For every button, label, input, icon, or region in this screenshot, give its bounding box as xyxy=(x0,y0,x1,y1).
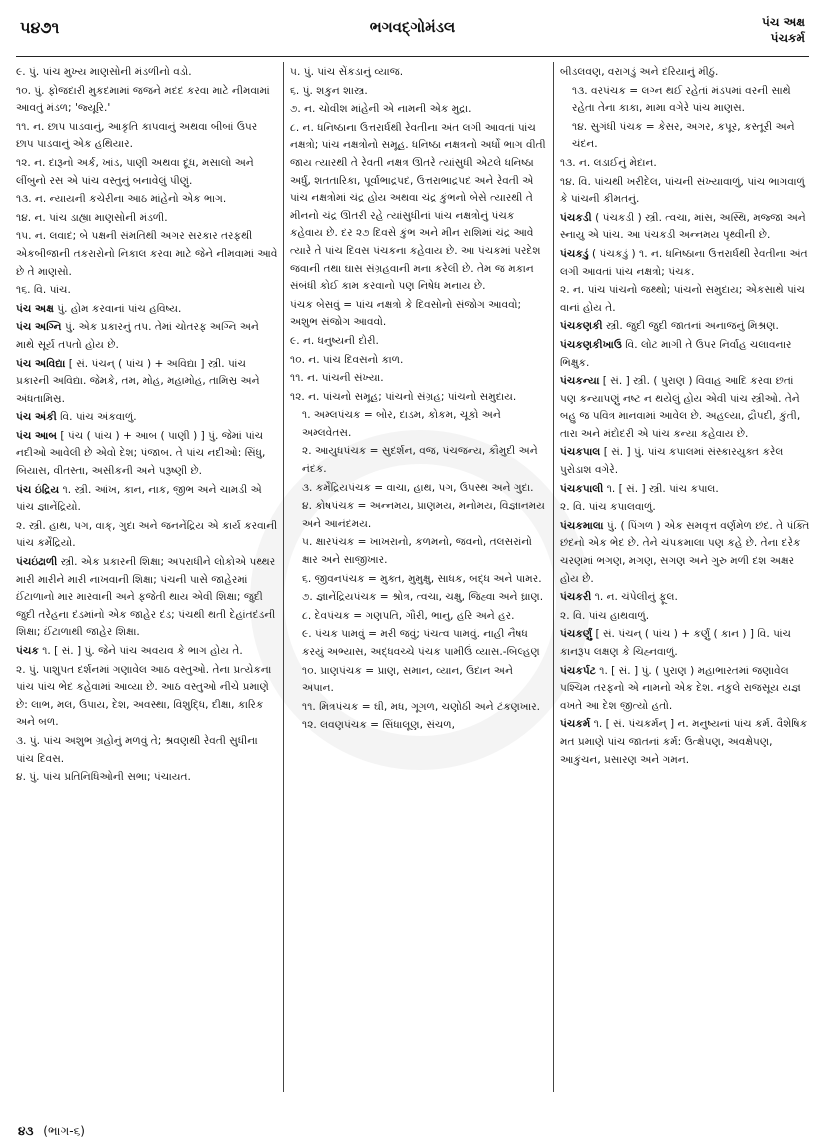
entry-text: ૮. દેવપંચક = ગણપતિ, ગૌરી, ભાનુ, હરિ અને હર. xyxy=(302,609,515,622)
dictionary-entry xyxy=(290,608,546,626)
entry-text: ૩. પું. પાંચ અશુભ ગ્રહોનું મળવું તે; શ્રવણથી રેવતી સુધીના પાંચ દિવસ. xyxy=(16,734,258,765)
column-divider xyxy=(553,62,554,1092)
dictionary-entry xyxy=(560,64,812,82)
entry-text: વિ. પાંચ અંકવાળું. xyxy=(60,411,137,424)
dictionary-entry xyxy=(16,119,278,154)
dictionary-entry xyxy=(290,333,546,351)
entry-text: સ્ત્રી. એક પ્રકારની શિક્ષા; અપરાધીને લોકોએ પથ્થર મારી મારીને મારી નાખવાની શિક્ષા; પંચની પાસે જાહેરમાં ઈંટાળાનો માર મારવાની અને ફજેતી થાય એવી શિક્ષા; જુદી જુદી તરેહના દંડમાંનો એક જાહેર દંડ; પંચથી થતી દેહાંતદંડની શિક્ષા; ઈંટાળાથી જાહેર શિક્ષા. xyxy=(16,556,276,639)
guide-words xyxy=(762,14,805,46)
entry-text: ૧૩. ન. ન્યાયની કચેરીના આઠ માંહેનો એક ભાગ. xyxy=(16,193,227,206)
headword: પંચકણકી xyxy=(560,320,603,333)
dictionary-entry xyxy=(290,120,546,296)
column-2 xyxy=(290,64,546,736)
dictionary-entry xyxy=(16,769,278,787)
dictionary-entry xyxy=(290,443,546,478)
entry-text: ૯. પું. પાંચ મુખ્ય માણસોની મંડળીનો વડો. xyxy=(16,66,192,78)
entry-text: ( પંચકડું ) ૧. ન. ધનિષ્ઠાના ઉત્તરાર્ધથી રેવતીના અંત લગી આવતાં પાંચ નક્ષત્રો; પંચક. xyxy=(560,247,808,278)
footer-page-number: ૪૩ xyxy=(18,1124,34,1138)
entry-text: ૧૪. ન. પાંચ ડાહ્યા માણસોની મંડળી. xyxy=(16,211,168,224)
entry-text: ૨. સ્ત્રી. હાથ, પગ, વાક્, ગુદા અને જનનેંદ્રિય એ કાર્ય કરવાની પાંચ કર્મેંદ્રિયો. xyxy=(16,519,278,550)
dictionary-entry xyxy=(16,210,278,228)
column-1 xyxy=(16,64,278,788)
entry-text: ૨. આયુધપંચક = સુદર્શન, વજ, પંચજન્ય, કૌમુદી અને નંદક. xyxy=(302,445,538,476)
dictionary-entry xyxy=(16,356,278,409)
dictionary-entry xyxy=(560,626,812,661)
headword: પંચકરી xyxy=(560,591,592,604)
entry-text: ( પંચકડી ) સ્ત્રી. ત્વચા, માંસ, અસ્થિ, મજ્જા અને સ્નાયુ એ પાંચ. આ પંચકડી અન્નમય પૃથ્વીની છે. xyxy=(560,211,806,242)
dictionary-entry xyxy=(16,518,278,553)
dictionary-entry xyxy=(290,699,546,717)
headword: પંચકર્ણું xyxy=(560,628,593,641)
dictionary-entry xyxy=(16,319,278,354)
entry-text: [ પંચ ( પાંચ ) + આબ ( પાણી ) ] પું. જેમાં પાંચ નદીઓ આવેલી છે એવો દેશ; પંજાબ. તે પાંચ નદીઓ: સિંધુ, બિયાસ, વીતસ્તા, અસીકની અને પરૂષ્ણી છે. xyxy=(16,429,266,478)
dictionary-entry xyxy=(290,589,546,607)
entry-text: ૭. ન. ચોવીશ માંહેની એ નામની એક મુદ્રા. xyxy=(290,103,472,116)
page-footer xyxy=(18,1124,85,1139)
headword: પંચકણકીખાઉ xyxy=(560,338,622,351)
dictionary-entry xyxy=(290,480,546,498)
dictionary-entry xyxy=(16,301,278,319)
dictionary-entry xyxy=(560,174,812,209)
entry-text: ૫. પું. પાંચ સેંકડાનું વ્યાજ. xyxy=(290,66,404,78)
entry-text: ૧૨. ન. દારૂનો અર્ક, ખાંડ, પાણી અથવા દૂધ, મસાલો અને લીંબુનો રસ એ પાંચ વસ્તુનું બનાવેલું પીણું. xyxy=(16,156,254,187)
entry-text: ૧૦. પ્રાણપંચક = પ્રાણ, સમાન, વ્યાન, ઉદાન અને અપાન. xyxy=(302,664,513,695)
entry-text: ૧૪. સુગંધી પંચક = કેસર, અગર, કપૂર, કસ્તૂરી અને ચંદન. xyxy=(572,120,795,151)
headword: પંચકપાલી xyxy=(560,482,604,495)
headword: પંચ આબ xyxy=(16,429,58,442)
dictionary-entry xyxy=(290,626,546,661)
entry-text: પું. ( પિંગળ ) એક સમવૃત્ત વર્ણમેળ છંદ. તે પંક્તિ છંદનો એક ભેદ છે. તેને ચંપકમાલા પણ કહે છે. તેના દરેક ચરણમાં ભગણ, મગણ, સગણ અને ગુરુ મળી દશ અક્ષર હોય છે. xyxy=(560,519,810,585)
dictionary-entry xyxy=(560,608,812,626)
guide-word-top: પંચ અક્ષ xyxy=(762,15,805,29)
entry-text: [ સં. પંચન્ ( પાંચ ) + અવિદ્યા ] સ્ત્રી. પાંચ પ્રકારની અવિદ્યા. જેમકે, તમ, મોહ, મહામોહ, તામિસ્ર અને અંધતામિસ્ર. xyxy=(16,357,260,405)
dictionary-entry xyxy=(560,663,812,716)
entry-text: ૮. ન. ધનિષ્ઠાના ઉત્તરાર્ધથી રેવતીના અંત લગી આવતાં પાંચ નક્ષત્રો; પાંચ નક્ષત્રોનો સમૂહ. ધનિષ્ઠા નક્ષત્રનો અર્ધો ભાગ વીતી જાય ત્યારથી તે રેવતી નક્ષત્ર ઊતરે ત્યાંસુધી એટલે ધનિષ્ઠા અર્ધું, શતતારિકા, પૂર્વાભાદ્રપદ, ઉત્તરાભાદ્રપદ અને રેવતી એ પાંચ નક્ષત્રોમાં ચંદ્ર હોય અથવા ચંદ્ર કુંભનો બેસે ત્યારથી તે મીનનો ચંદ્ર ઊતરી રહે ત્યાંસુધીનાં પાંચ નક્ષત્રોનું પંચક કહેવાય છે. દર ૨૭ દિવસે કુંભ અને મીન રાશિમાં ચંદ્ર આવે ત્યારે તે પાંચ દિવસ પંચકના કહેવાય છે. આ પંચકમાં પરદેશ જવાની તથા ઘાસ સંગ્રહવાની મના કરેલી છે. તેમ જ મકાન સંબંધી કોઈ કામ કરવાનો પણ નિષેધ મનાય છે. xyxy=(290,121,546,293)
dictionary-entry xyxy=(560,373,812,443)
headword: પંચકર્મ xyxy=(560,718,591,731)
entry-text: ૧. [ સં. પંચકર્મન્ ] ન. મનુષ્યનાં પાંચ કર્મ. વૈશેષિક મત પ્રમાણે પાંચ જાતનાં કર્મ: ઉત્ક્ષેપણ, અવક્ષેપણ, આકુંચન, પ્રસારણ અને ગમન. xyxy=(560,718,808,766)
dictionary-entry xyxy=(560,246,812,281)
column-divider xyxy=(283,62,284,1092)
headword: પંચ અવિદ્યા xyxy=(16,357,66,370)
entry-text: ૧૦. ન. પાંચ દિવસનો કાળ. xyxy=(290,353,404,366)
entry-text: [ સં. ] સ્ત્રી. ( પુરાણ ) વિવાહ આદિ કરવા છતાં પણ કન્યાપણું નષ્ટ ન થયેલું હોય એવી પાંચ સ્ત્રીઓ. તેને બહુ જ પવિત્ર માનવામાં આવેલ છે. અહલ્યા, દ્રૌપદી, કુંતી, તારા અને મંદોદરી એ પાંચ કન્યા કહેવાય છે. xyxy=(560,375,801,440)
dictionary-entry xyxy=(290,407,546,442)
entry-text: ૬. પું. શકુન શાસ્ત્ર. xyxy=(290,84,368,97)
running-title: ભગવદ્ગોમંડલ xyxy=(369,18,456,36)
entry-text: ૧. [ સં. ] પું. જેને પાંચ અવયવ કે ભાગ હોય તે. xyxy=(42,645,243,657)
dictionary-entry xyxy=(290,571,546,589)
entry-text: ૨. ન. પાંચ પાંચનો જથ્થો; પાંચનો સમુદાય; એકસાથે પાંચ વાનાં હોય તે. xyxy=(560,284,806,314)
headword: પંચ અક્ષ xyxy=(16,302,54,315)
entry-text: ૪. કોષપંચક = અન્નમય, પ્રાણમય, મનોમય, વિજ્ઞાનમય અને આનંદમય. xyxy=(302,500,545,530)
dictionary-entry xyxy=(16,409,278,427)
entry-text: ૨. વિ. પાંચ કપાલવાળું. xyxy=(560,501,656,514)
column-3 xyxy=(560,64,812,770)
entry-text: ૧૩. ન. લડાઈનું મેદાન. xyxy=(560,156,657,169)
page-header xyxy=(16,10,809,54)
dictionary-entry xyxy=(290,83,546,101)
dictionary-entry xyxy=(290,389,546,407)
footer-volume: (ભાગ-૬) xyxy=(43,1124,85,1138)
entry-text: સ્ત્રી. જુદી જુદી જાતનાં અનાજનું મિશ્રણ. xyxy=(605,320,779,333)
dictionary-entry xyxy=(16,662,278,732)
dictionary-entry xyxy=(16,554,278,642)
dictionary-entry xyxy=(560,337,812,372)
entry-text: ૩. કર્મેંદ્રિયપંચક = વાચા, હાથ, પગ, ઉપસ્થ અને ગુદા. xyxy=(302,481,534,494)
entry-text: ૧. સ્ત્રી. આંખ, કાન, નાક, જીભ અને ચામડી એ પાંચ જ્ઞાનેંદ્રિયો. xyxy=(16,483,262,514)
dictionary-entry xyxy=(16,282,278,300)
dictionary-entry xyxy=(290,534,546,569)
dictionary-entry xyxy=(560,83,812,118)
entry-text: ૧. અમ્લપંચક = બોર, દાડમ, કોકમ, ચૂકો અને અમ્લવેતસ. xyxy=(302,409,501,439)
dictionary-entry xyxy=(16,643,278,661)
entry-text: ૯. પંચક પામવું = મરી જવું; પંચત્વ પામવું. નાહી નૈષધ કરયું અભ્યાસ, અદ્ધવચ્ચે પંચક પામીઉં વ્યાસ.-બિલ્હણ xyxy=(302,628,540,658)
headword: પંચ અંકી xyxy=(16,411,57,424)
dictionary-entry xyxy=(16,155,278,190)
entry-text: ૧૫. ન. લવાદ; બે પક્ષની સંમતિથી અગર સરકાર તરફથી એકબીજાની તકરારોનો નિકાલ કરવા માટે જેને નીમવામાં આવે છે તે માણસો. xyxy=(16,230,278,278)
header-rule xyxy=(16,56,809,57)
dictionary-entry xyxy=(560,444,812,479)
dictionary-entry xyxy=(290,64,546,82)
entry-text: [ સં. ] પું. પાંચ કપાલમાં સંસ્કારયુક્ત કરેલ પુરોડાશ વગેરે. xyxy=(560,446,784,477)
headword: પંચ અગ્નિ xyxy=(16,321,62,334)
entry-text: ૨. પું. પાશુપત દર્શનમાં ગણાવેલ આઠ વસ્તુઓ. તેના પ્રત્યેકના પાંચ પાંચ ભેદ કહેવામાં આવ્યા છે. આઠ વસ્તુઓ નીચે પ્રમાણે છે: લાભ, મલ, ઉપાય, દેશ, અવસ્થા, વિશુદ્ધિ, દીક્ષા, કારિક અને બળ. xyxy=(16,663,272,729)
dictionary-entry xyxy=(16,83,278,118)
dictionary-entry xyxy=(560,518,812,588)
dictionary-entry xyxy=(16,428,278,481)
entry-text: ૧૨. ન. પાંચનો સમૂહ; પાંચનો સંગ્રહ; પાંચનો સમુદાય. xyxy=(290,390,517,403)
dictionary-entry xyxy=(16,482,278,517)
entry-text: પું. એક પ્રકારનું તપ. તેમાં ચોતરફ અગ્નિ અને માથે સૂર્ય તપતો હોય છે. xyxy=(16,321,259,351)
entry-text: ૧. [ સં. ] પું. ( પુરાણ ) મહાભારતમાં જણાવેલ પશ્ચિમ તરફનો એ નામનો એક દેશ. નકુલે રાજસૂય યજ્ઞ વખતે આ દેશ જીત્યો હતો. xyxy=(560,664,801,712)
dictionary-entry xyxy=(16,64,278,82)
dictionary-entry xyxy=(560,210,812,245)
entry-text: ૧૧. ન. પાંચની સંખ્યા. xyxy=(290,372,384,385)
entry-text: ૪. પું. પાંચ પ્રતિનિધિઓની સભા; પંચાયત. xyxy=(16,771,191,784)
entry-text: ૧૩. વરપંચક = લગ્ન થઈ રહેતાં મંડપમાં વરની સાથે રહેતા તેના કાકા, મામા વગેરે પાંચ માણસ. xyxy=(572,84,791,115)
headword: પંચઇંઢાળી xyxy=(16,556,58,569)
dictionary-entry xyxy=(16,228,278,281)
dictionary-entry xyxy=(16,191,278,209)
entry-text: [ સં. પંચન્ ( પાંચ ) + કર્ણું ( કાન ) ] વિ. પાંચ કાનરૂપ લક્ષણ કે ચિહ્નવાળું. xyxy=(560,628,792,658)
dictionary-entry xyxy=(560,481,812,499)
headword: પંચક xyxy=(16,645,39,657)
headword: પંચકન્યા xyxy=(560,375,600,388)
dictionary-entry xyxy=(290,498,546,533)
dictionary-entry xyxy=(560,119,812,154)
headword: પંચકપાલ xyxy=(560,446,601,459)
entry-text: ૧૪. વિ. પાંચથી ખરીદેલ, પાંચની સંખ્યાવાળું, પાંચ ભાગવાળું કે પાંચની કીમતનું. xyxy=(560,175,805,206)
entry-text: ૯. ન. ધનુષ્યની દોરી. xyxy=(290,334,379,347)
entry-text: પંચક બેસવું = પાંચ નક્ષત્રો કે દિવસોનો સંજોગ આવવો; અશુભ સંજોગ આવવો. xyxy=(290,298,522,329)
guide-word-bottom: પંચકર્મ xyxy=(770,31,805,45)
entry-text: ૧૬. વિ. પાંચ. xyxy=(16,284,71,297)
dictionary-entry xyxy=(290,663,546,698)
dictionary-entry xyxy=(290,297,546,332)
entry-text: ૧૦. પું. ફોજદારી મુકદમામાં જજને મદદ કરવા માટે નીમવામાં આવતું મંડળ; 'જ્યૂરિ.' xyxy=(16,84,270,115)
entry-text: ૬. જીવનપંચક = મુક્ત, મુમુક્ષુ, સાધક, બદ્ધ અને પામર. xyxy=(302,572,542,585)
dictionary-entry xyxy=(560,155,812,173)
headword: પંચકડું xyxy=(560,247,589,260)
entry-text: ૧૧. મિત્રપંચક = ઘી, મધ, ગૂગળ, ચણોઠી અને ટંકણખાર. xyxy=(302,700,541,713)
dictionary-entry xyxy=(290,101,546,119)
entry-text: ૧૧. ન. છાપ પાડવાનું, આકૃતિ કાપવાનું અથવા બીબાં ઉપર છાપ પાડવાનું એક હથિયાર. xyxy=(16,120,258,151)
dictionary-entry xyxy=(16,733,278,768)
entry-text: ૫. ક્ષારપંચક = ખાખરાનો, કળમનો, જવનો, તલસરાંનો ક્ષાર અને સાજીખાર. xyxy=(302,536,532,567)
page-number: ૫૪૭૧ xyxy=(20,18,60,37)
dictionary-entry xyxy=(290,352,546,370)
entry-text: બીડલવણ, વરાગડું અને દરિયાનું મીઠું. xyxy=(560,66,719,78)
entry-text: ૭. જ્ઞાનેંદ્રિયપંચક = શ્રોત્ર, ત્વચા, ચક્ષુ, જિહ્વા અને ઘ્રાણ. xyxy=(302,591,544,604)
entry-text: પું. હોમ કરવાનાં પાંચ હવિષ્ય. xyxy=(57,302,182,315)
headword: પંચકડી xyxy=(560,211,592,224)
headword: પંચકમાલા xyxy=(560,519,604,532)
dictionary-entry xyxy=(290,370,546,388)
headword: પંચકર્પટ xyxy=(560,664,596,677)
dictionary-entry xyxy=(560,499,812,517)
entry-text: ૧૨. લવણપંચક = સિંધાલૂણ, સંચળ, xyxy=(302,719,456,732)
entry-text: વિ. લોટ માગી તે ઉપર નિર્વાહ ચલાવનાર ભિક્ષુક. xyxy=(560,338,792,369)
dictionary-entry xyxy=(560,318,812,336)
dictionary-entry xyxy=(290,717,546,735)
dictionary-entry xyxy=(560,589,812,607)
dictionary-entry xyxy=(560,716,812,769)
entry-text: ૨. વિ. પાંચ હાથવાળું. xyxy=(560,609,650,622)
entry-text: ૧. ન. ચંપેલીનું ફૂલ. xyxy=(594,591,678,604)
headword: પંચ ઇંદ્રિય xyxy=(16,483,60,496)
entry-text: ૧. [ સં. ] સ્ત્રી. પાંચ કપાલ. xyxy=(606,482,719,495)
dictionary-entry xyxy=(560,282,812,317)
